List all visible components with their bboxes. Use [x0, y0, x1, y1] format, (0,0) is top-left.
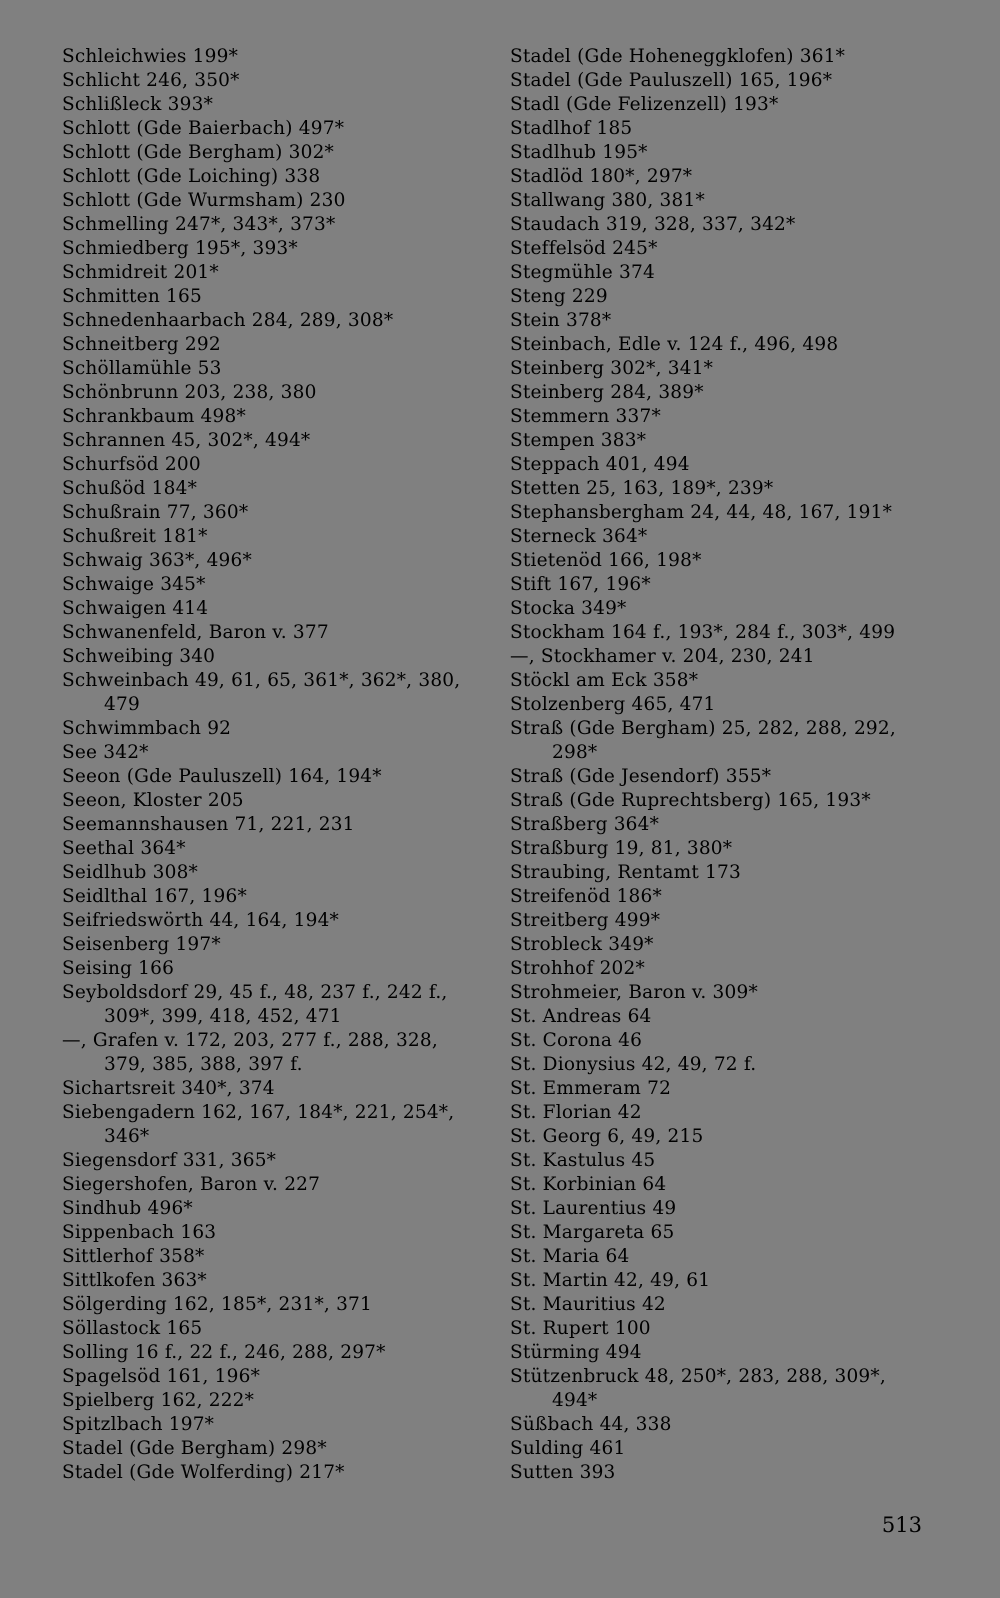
- index-entry: [62, 525, 482, 549]
- index-entry: [510, 1125, 930, 1149]
- index-entry: [62, 597, 482, 621]
- index-entry-text: St. Rupert 100: [510, 1318, 651, 1339]
- index-entry-text: Stift 167, 196*: [510, 574, 651, 595]
- index-entry-text: St. Emmeram 72: [510, 1078, 672, 1099]
- index-entry-text: Straubing, Rentamt 173: [510, 862, 741, 883]
- index-entry-continuation: 379, 385, 388, 397 f.: [104, 1054, 303, 1075]
- index-entry: [510, 957, 930, 981]
- index-entry-text: Stadlöd 180*, 297*: [510, 166, 693, 187]
- index-entry: [510, 885, 930, 909]
- index-entry: [62, 1197, 482, 1221]
- index-entry-text: Schußöd 184*: [62, 478, 198, 499]
- index-entry-text: Seidlthal 167, 196*: [62, 886, 247, 907]
- page-number: 513: [881, 1513, 922, 1537]
- index-entry: [510, 237, 930, 261]
- index-entry: [510, 1413, 930, 1437]
- index-entry-text: Stadlhub 195*: [510, 142, 648, 163]
- index-entry: [510, 1437, 930, 1461]
- index-entry-text: St. Kastulus 45: [510, 1150, 656, 1171]
- index-entry: [62, 141, 482, 165]
- index-entry-text: Schwimmbach 92: [62, 718, 232, 739]
- index-entry: [62, 909, 482, 933]
- index-entry: [510, 1245, 930, 1269]
- index-entry: [510, 645, 930, 669]
- index-entry: [62, 309, 482, 333]
- index-entry-text: Spagelsöd 161, 196*: [62, 1366, 261, 1387]
- index-entry-text: Söllastock 165: [62, 1318, 203, 1339]
- index-entry-text: St. Margareta 65: [510, 1222, 675, 1243]
- index-entry-text: Schmelling 247*, 343*, 373*: [62, 214, 336, 235]
- index-entry: [510, 285, 930, 309]
- index-entry-text: Stadel (Gde Wolferding) 217*: [62, 1462, 345, 1483]
- index-entry: [62, 453, 482, 477]
- index-entry: [62, 1173, 482, 1197]
- index-entry-text: Steinbach, Edle v. 124 f., 496, 498: [510, 334, 839, 355]
- index-entry: [62, 621, 482, 645]
- index-column-left: [62, 45, 482, 1485]
- index-entry-text: Sölgerding 162, 185*, 231*, 371: [62, 1294, 372, 1315]
- index-entry-text: Staudach 319, 328, 337, 342*: [510, 214, 796, 235]
- index-entry: [510, 693, 930, 717]
- index-entry-continuation: 346*: [104, 1126, 150, 1147]
- index-entry-text: St. Martin 42, 49, 61: [510, 1270, 711, 1291]
- index-entry: [510, 597, 930, 621]
- index-entry: [510, 1173, 930, 1197]
- index-entry-text: Schlott (Gde Baierbach) 497*: [62, 118, 345, 139]
- index-entry: [62, 1413, 482, 1437]
- index-entry: [62, 429, 482, 453]
- index-entry: [510, 765, 930, 789]
- index-entry-text: Stocka 349*: [510, 598, 627, 619]
- index-entry-continuation: 298*: [552, 742, 598, 763]
- index-entry-text: Schrannen 45, 302*, 494*: [62, 430, 311, 451]
- index-entry: [62, 1269, 482, 1293]
- index-entry: [510, 549, 930, 573]
- index-entry: [62, 45, 482, 69]
- index-entry-text: Siebengadern 162, 167, 184*, 221, 254*,: [62, 1102, 455, 1123]
- index-entry: [62, 1437, 482, 1461]
- index-entry: [510, 165, 930, 189]
- index-column-right: [510, 45, 930, 1485]
- index-entry: [510, 333, 930, 357]
- index-entry: [510, 909, 930, 933]
- index-entry-text: Sulding 461: [510, 1438, 626, 1459]
- index-entry-text: St. Florian 42: [510, 1102, 642, 1123]
- index-entry-text: Schußrain 77, 360*: [62, 502, 249, 523]
- index-entry-text: Schlott (Gde Bergham) 302*: [62, 142, 334, 163]
- index-entry: [510, 1269, 930, 1293]
- index-entry: [510, 573, 930, 597]
- index-entry-text: Siegensdorf 331, 365*: [62, 1150, 277, 1171]
- index-entry-text: Spitzlbach 197*: [62, 1414, 215, 1435]
- index-entry: [510, 933, 930, 957]
- index-entry: [62, 1389, 482, 1413]
- index-entry-text: Sichartsreit 340*, 374: [62, 1078, 275, 1099]
- index-entry: [510, 189, 930, 213]
- index-entry-text: Stegmühle 374: [510, 262, 655, 283]
- index-entry-text: Stöckl am Eck 358*: [510, 670, 699, 691]
- index-entry: [510, 405, 930, 429]
- index-entry: [62, 669, 482, 717]
- index-entry: [510, 1029, 930, 1053]
- index-entry-text: St. Maria 64: [510, 1246, 630, 1267]
- index-entry: [510, 789, 930, 813]
- index-entry: [62, 885, 482, 909]
- index-entry: [510, 93, 930, 117]
- index-entry: [62, 1365, 482, 1389]
- index-entry: [510, 1317, 930, 1341]
- index-entry: [62, 501, 482, 525]
- index-entry-text: Seethal 364*: [62, 838, 186, 859]
- index-entry-text: Strohhof 202*: [510, 958, 645, 979]
- index-entry-text: St. Andreas 64: [510, 1006, 652, 1027]
- index-entry: [510, 453, 930, 477]
- index-entry-text: Spielberg 162, 222*: [62, 1390, 255, 1411]
- index-entry: [62, 381, 482, 405]
- index-entry-text: Schlott (Gde Loiching) 338: [62, 166, 321, 187]
- index-entry: [62, 1221, 482, 1245]
- index-entry-text: —, Stockhamer v. 204, 230, 241: [510, 646, 815, 667]
- index-entry: [510, 501, 930, 525]
- index-entry-text: Schweinbach 49, 61, 65, 361*, 362*, 380,: [62, 670, 461, 691]
- index-entry-text: St. Laurentius 49: [510, 1198, 677, 1219]
- index-entry: [62, 1101, 482, 1149]
- index-entry-text: Steinberg 284, 389*: [510, 382, 704, 403]
- index-entry: [62, 1149, 482, 1173]
- index-entry: [62, 741, 482, 765]
- index-entry-text: Stein 378*: [510, 310, 612, 331]
- index-entry: [62, 933, 482, 957]
- index-entry: [62, 333, 482, 357]
- index-entry: [510, 1053, 930, 1077]
- index-entry: [62, 69, 482, 93]
- index-entry: [510, 1197, 930, 1221]
- index-entry-text: Stadel (Gde Hoheneggklofen) 361*: [510, 46, 846, 67]
- index-entry-text: St. Dionysius 42, 49, 72 f.: [510, 1054, 757, 1075]
- index-entry: [510, 381, 930, 405]
- index-entry: [62, 789, 482, 813]
- index-entry-text: Schlißleck 393*: [62, 94, 214, 115]
- index-entry: [62, 1341, 482, 1365]
- index-entry: [62, 261, 482, 285]
- index-entry-text: Schwaig 363*, 496*: [62, 550, 252, 571]
- index-entry-text: Schwaigen 414: [62, 598, 209, 619]
- index-entry-text: Sittlerhof 358*: [62, 1246, 205, 1267]
- index-entry-text: Sutten 393: [510, 1462, 616, 1483]
- index-entry: [510, 117, 930, 141]
- index-entry-continuation: 309*, 399, 418, 452, 471: [104, 1006, 342, 1027]
- index-entry: [62, 765, 482, 789]
- index-entry: [510, 261, 930, 285]
- index-entry-text: Seeon, Kloster 205: [62, 790, 244, 811]
- index-entry-text: Steinberg 302*, 341*: [510, 358, 714, 379]
- index-entry-text: Schönbrunn 203, 238, 380: [62, 382, 317, 403]
- index-entry: [62, 285, 482, 309]
- index-entry-text: Sittlkofen 363*: [62, 1270, 207, 1291]
- index-entry-text: Schlott (Gde Wurmsham) 230: [62, 190, 346, 211]
- index-entry-text: Seifriedswörth 44, 164, 194*: [62, 910, 340, 931]
- index-entry-text: St. Korbinian 64: [510, 1174, 667, 1195]
- index-entry-text: Süßbach 44, 338: [510, 1414, 672, 1435]
- index-entry-text: Schöllamühle 53: [62, 358, 222, 379]
- index-entry: [510, 981, 930, 1005]
- index-entry-text: Stürming 494: [510, 1342, 642, 1363]
- index-entry-text: St. Corona 46: [510, 1030, 643, 1051]
- index-entry-text: See 342*: [62, 742, 149, 763]
- index-entry-text: Straß (Gde Jesendorf) 355*: [510, 766, 772, 787]
- index-entry-text: Schneitberg 292: [62, 334, 221, 355]
- index-entry-text: Schleichwies 199*: [62, 46, 239, 67]
- index-entry-text: Strohmeier, Baron v. 309*: [510, 982, 758, 1003]
- index-entry: [510, 813, 930, 837]
- index-entry: [62, 93, 482, 117]
- index-entry: [62, 237, 482, 261]
- index-entry-text: Straß (Gde Bergham) 25, 282, 288, 292,: [510, 718, 896, 739]
- index-entry-text: Schmidreit 201*: [62, 262, 219, 283]
- index-entry-text: Seemannshausen 71, 221, 231: [62, 814, 355, 835]
- index-entry: [510, 1077, 930, 1101]
- index-entry-text: Seisenberg 197*: [62, 934, 221, 955]
- index-entry-text: Steppach 401, 494: [510, 454, 690, 475]
- index-entry: [62, 1317, 482, 1341]
- index-entry-text: St. Mauritius 42: [510, 1294, 666, 1315]
- index-entry-text: Schrankbaum 498*: [62, 406, 246, 427]
- index-entry-text: Seising 166: [62, 958, 175, 979]
- index-entry-text: Steng 229: [510, 286, 608, 307]
- index-entry: [510, 1461, 930, 1485]
- index-entry: [62, 861, 482, 885]
- index-entry: [510, 1293, 930, 1317]
- index-entry: [510, 1149, 930, 1173]
- index-entry: [510, 1005, 930, 1029]
- index-entry: [510, 837, 930, 861]
- index-entry-text: Stadlhof 185: [510, 118, 633, 139]
- index-entry: [510, 357, 930, 381]
- index-entry-text: Stadl (Gde Felizenzell) 193*: [510, 94, 779, 115]
- index-entry: [62, 1293, 482, 1317]
- index-entry: [62, 165, 482, 189]
- index-entry: [62, 1029, 482, 1077]
- index-entry: [510, 477, 930, 501]
- index-entry-text: Seidlhub 308*: [62, 862, 199, 883]
- index-entry-text: Siegershofen, Baron v. 227: [62, 1174, 321, 1195]
- index-entry-text: Seyboldsdorf 29, 45 f., 48, 237 f., 242 f.,: [62, 982, 448, 1003]
- index-entry: [510, 669, 930, 693]
- index-entry: [62, 405, 482, 429]
- index-entry: [510, 525, 930, 549]
- index-entry-text: Schweibing 340: [62, 646, 216, 667]
- index-entry: [62, 645, 482, 669]
- index-entry: [62, 1245, 482, 1269]
- index-entry: [62, 813, 482, 837]
- index-entry-text: Stützenbruck 48, 250*, 283, 288, 309*,: [510, 1366, 886, 1387]
- index-entry: [510, 213, 930, 237]
- index-entry: [62, 957, 482, 981]
- index-entry: [510, 1365, 930, 1413]
- index-entry: [62, 357, 482, 381]
- index-entry: [62, 477, 482, 501]
- index-entry-text: Schurfsöd 200: [62, 454, 201, 475]
- index-entry: [510, 1221, 930, 1245]
- index-entry: [62, 717, 482, 741]
- index-entry: [62, 837, 482, 861]
- index-entry: [510, 141, 930, 165]
- index-entry-text: —, Grafen v. 172, 203, 277 f., 288, 328,: [62, 1030, 438, 1051]
- index-entry-text: Sippenbach 163: [62, 1222, 217, 1243]
- index-entry: [510, 717, 930, 765]
- index-entry: [510, 1101, 930, 1125]
- index-entry-text: Straßburg 19, 81, 380*: [510, 838, 733, 859]
- index-entry-text: Seeon (Gde Pauluszell) 164, 194*: [62, 766, 382, 787]
- index-entry-text: Solling 16 f., 22 f., 246, 288, 297*: [62, 1342, 386, 1363]
- index-entry-text: Schnedenhaarbach 284, 289, 308*: [62, 310, 394, 331]
- index-entry-continuation: 494*: [552, 1390, 598, 1411]
- index-entry-text: Schmiedberg 195*, 393*: [62, 238, 298, 259]
- index-entry: [62, 1077, 482, 1101]
- index-entry: [62, 981, 482, 1029]
- index-entry-text: Schlicht 246, 350*: [62, 70, 240, 91]
- index-entry: [62, 549, 482, 573]
- index-entry-text: Stolzenberg 465, 471: [510, 694, 716, 715]
- index-entry-text: Stallwang 380, 381*: [510, 190, 705, 211]
- index-entry-text: Sterneck 364*: [510, 526, 648, 547]
- index-entry-text: Schwaige 345*: [62, 574, 206, 595]
- index-entry-text: Stempen 383*: [510, 430, 647, 451]
- index-entry: [62, 573, 482, 597]
- index-entry-text: Stadel (Gde Pauluszell) 165, 196*: [510, 70, 833, 91]
- index-entry: [62, 117, 482, 141]
- index-entry-text: Stadel (Gde Bergham) 298*: [62, 1438, 327, 1459]
- index-entry: [62, 189, 482, 213]
- index-entry-text: Straßberg 364*: [510, 814, 660, 835]
- index-entry-text: Schmitten 165: [62, 286, 202, 307]
- index-entry: [510, 429, 930, 453]
- index-entry-text: Schwanenfeld, Baron v. 377: [62, 622, 329, 643]
- index-entry-text: Steffelsöd 245*: [510, 238, 658, 259]
- index-entry-text: Stietenöd 166, 198*: [510, 550, 702, 571]
- index-entry-text: Streifenöd 186*: [510, 886, 662, 907]
- index-entry: [510, 69, 930, 93]
- index-entry: [510, 1341, 930, 1365]
- index-entry-text: Schußreit 181*: [62, 526, 208, 547]
- index-entry-text: Stephansbergham 24, 44, 48, 167, 191*: [510, 502, 893, 523]
- index-entry-text: Streitberg 499*: [510, 910, 661, 931]
- index-entry-text: Sindhub 496*: [62, 1198, 193, 1219]
- index-entry-continuation: 479: [104, 694, 140, 715]
- index-entry-text: St. Georg 6, 49, 215: [510, 1126, 704, 1147]
- index-entry-text: Stemmern 337*: [510, 406, 661, 427]
- index-entry-text: Stetten 25, 163, 189*, 239*: [510, 478, 774, 499]
- index-entry: [510, 861, 930, 885]
- index-entry: [510, 45, 930, 69]
- index-entry: [62, 213, 482, 237]
- index-entry-text: Straß (Gde Ruprechtsberg) 165, 193*: [510, 790, 871, 811]
- index-entry: [62, 1461, 482, 1485]
- index-entry: [510, 621, 930, 645]
- index-entry-text: Stockham 164 f., 193*, 284 f., 303*, 499: [510, 622, 896, 643]
- index-entry: [510, 309, 930, 333]
- index-entry-text: Strobleck 349*: [510, 934, 654, 955]
